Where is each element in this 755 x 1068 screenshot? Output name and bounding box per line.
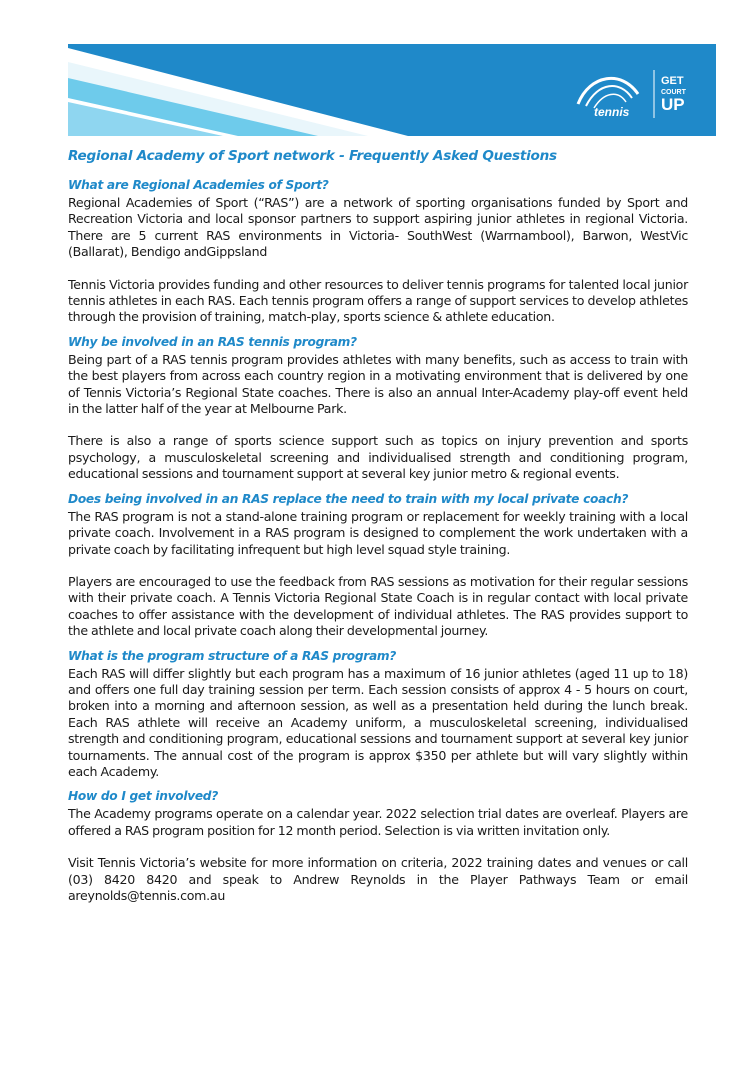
page-title: Regional Academy of Sport network - Frequently Asked Questions — [68, 148, 557, 164]
faq-question: What is the program structure of a RAS program? — [68, 648, 397, 663]
faq-answer-paragraph: The Academy programs operate on a calendar year. 2022 selection trial dates are overleaf. Players are offered a RAS program position for 12 month period. Selection is via written invitation only. — [68, 806, 688, 838]
faq-answer-paragraph: Players are encouraged to use the feedback from RAS sessions as motivation for their regular sessions with their private coach. A Tennis Victoria Regional State Coach is in regular contact with local private coaches to offer assistance with the development of individual athletes. The RAS provides support to the athlete and local private coach along their developmental journey. — [68, 573, 688, 639]
faq-answer-paragraph: Tennis Victoria provides funding and other resources to deliver tennis programs for talented local junior tennis athletes in each RAS. Each tennis program offers a range of support services to develop athletes through the provision of training, match-play, sports science & athlete education. — [68, 276, 688, 325]
faq-question: Does being involved in an RAS replace the need to train with my local private coach? — [68, 491, 629, 506]
faq-answer-paragraph: The RAS program is not a stand-alone training program or replacement for weekly training with a local private coach. Involvement in a RAS program is designed to complement the work undertaken with a private coach by facilitating infrequent but high level squad style training. — [68, 508, 688, 557]
faq-question: Why be involved in an RAS tennis program? — [68, 334, 357, 349]
tagline-line-3: UP — [661, 95, 685, 114]
contact-paragraph: Visit Tennis Victoria’s website for more information on criteria, 2022 training dates and venues or call (03) 8420 8420 and speak to Andrew Reynolds in the Player Pathways Team or email areynolds@tennis.com.au — [68, 855, 688, 903]
faq-answer-paragraph: Each RAS will differ slightly but each program has a maximum of 16 junior athletes (aged 11 up to 18) and offers one full day training session per term. Each session consists of approx 4 - 5 hours on court, broken into a morning and afternoon session, as well as a presentation held during the lunch break. Each RAS athlete will receive an Academy uniform, a musculoskeletal screening, individualised strength and conditioning program, educational sessions and tournament support at several key junior tournaments. The annual cost of the program is approx $350 per athlete but will vary slightly within each Academy. — [68, 665, 688, 779]
tennis-arch-icon — [572, 64, 702, 120]
faq-document — [68, 148, 688, 904]
faq-answer-paragraph: Regional Academies of Sport (“RAS”) are a network of sporting organisations funded by Sport and Recreation Victoria and local sponsor partners to support aspiring junior athletes in regional Victoria. There are 5 current RAS environments in Victoria- SouthWest (Warrnambool), Barwon, WestVic (Ballarat), Bendigo andGippsland — [68, 195, 688, 260]
faq-answer-paragraph: Being part of a RAS tennis program provides athletes with many benefits, such as access to train with the best players from across each country region in a motivating environment that is delivered by one of Tennis Victoria’s Regional State coaches. There is also an annual Inter-Academy play-off event held in the latter half of the year at Melbourne Park. — [68, 351, 688, 417]
tennis-logo — [572, 64, 702, 120]
tagline-line-2: COURT — [661, 89, 686, 96]
header-banner — [68, 44, 716, 136]
logo-wordmark: tennis — [594, 105, 630, 119]
tagline-line-1: GET — [661, 75, 684, 87]
faq-question: How do I get involved? — [68, 789, 219, 804]
faq-answer-paragraph: There is also a range of sports science support such as topics on injury prevention and sports psychology, a musculoskeletal screening and individualised strength and conditioning program, educational sessions and tournament support at several key junior metro & regional events. — [68, 433, 688, 482]
faq-question: What are Regional Academies of Sport? — [68, 178, 329, 192]
